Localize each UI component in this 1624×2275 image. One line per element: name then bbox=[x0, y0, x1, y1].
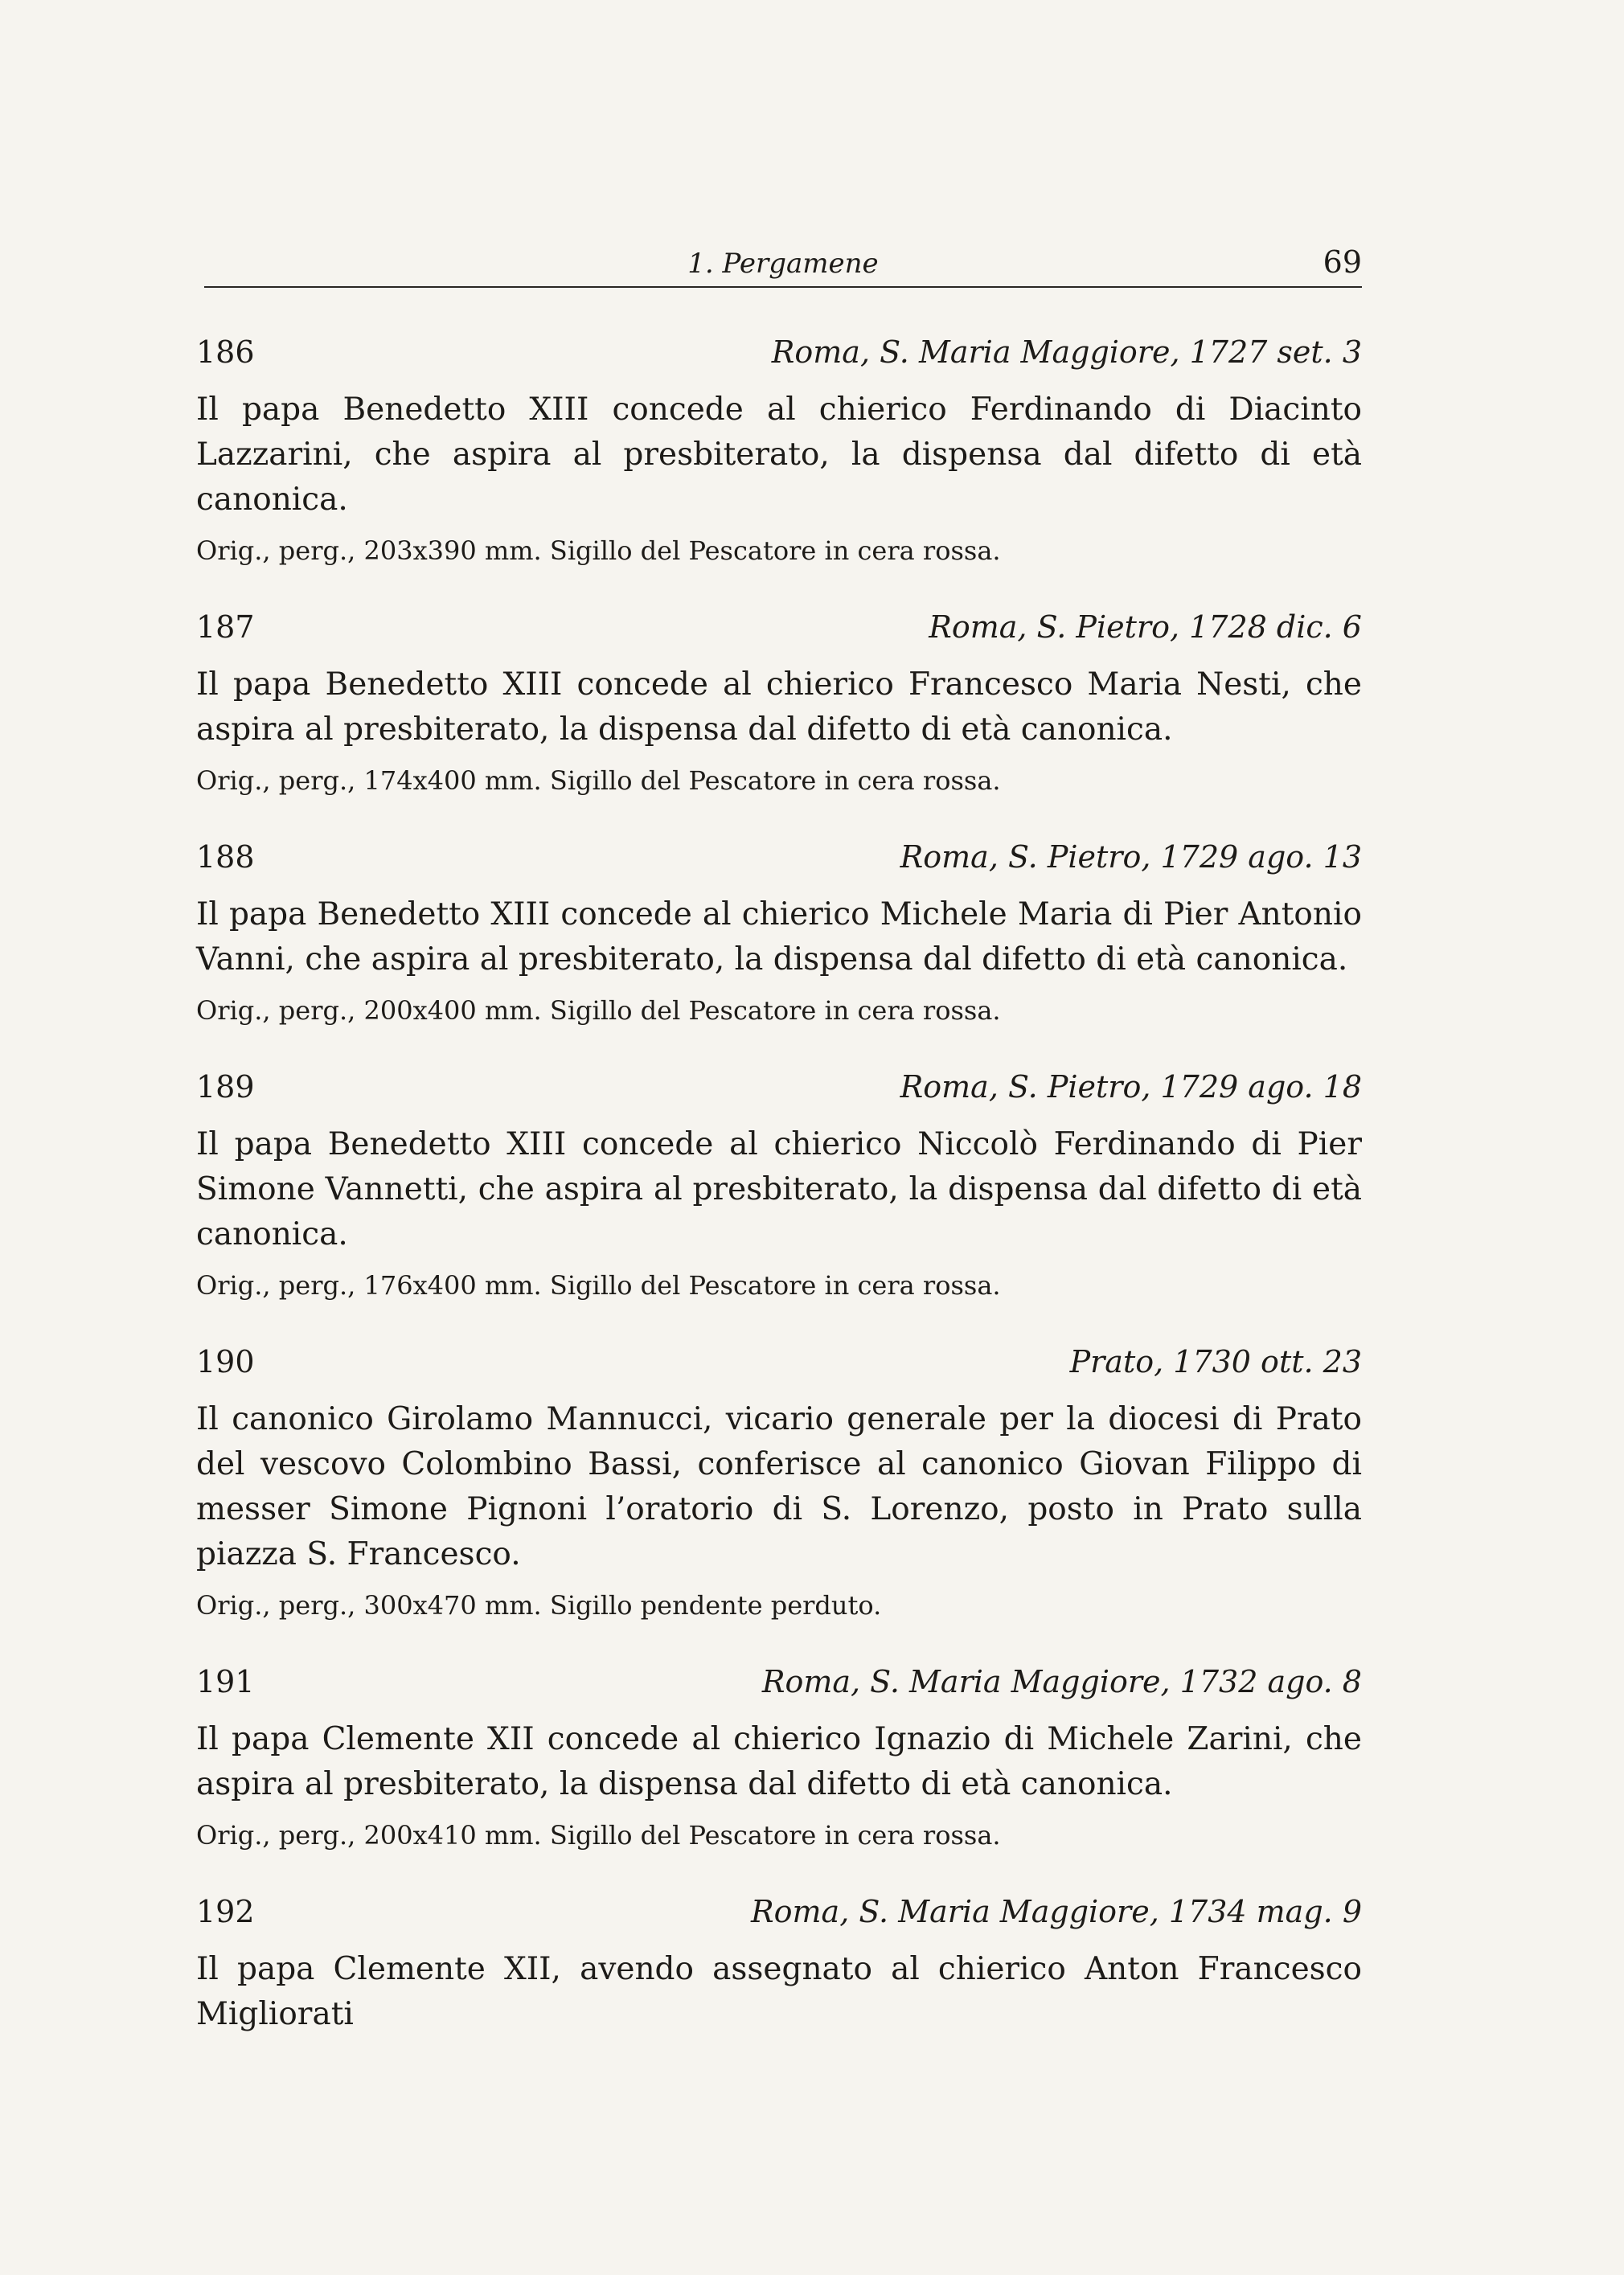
entry-number: 189 bbox=[196, 1069, 255, 1105]
entry-description: Orig., perg., 176x400 mm. Sigillo del Pescatore in cera rossa. bbox=[196, 1270, 1001, 1301]
entry-place-date: Roma, S. Maria Maggiore, 1734 mag. 9 bbox=[751, 1894, 1362, 1929]
entry-189 bbox=[196, 1064, 1362, 1304]
entry-187 bbox=[196, 605, 1362, 799]
entry-description: Orig., perg., 174x400 mm. Sigillo del Pescatore in cera rossa. bbox=[196, 765, 1001, 796]
entry-place-date: Roma, S. Maria Maggiore, 1732 ago. 8 bbox=[761, 1664, 1362, 1699]
entry-number: 186 bbox=[196, 334, 255, 370]
entry-head bbox=[196, 1659, 1362, 1707]
page-number: 69 bbox=[1323, 244, 1362, 280]
entry-186 bbox=[196, 330, 1362, 569]
entry-head bbox=[196, 330, 1362, 378]
entry-text: Il papa Benedetto XIII concede al chierico Niccolò Ferdinando di Pier Simone Vannetti, che aspira al presbiterato, la dispensa dal difetto di età canonica. bbox=[196, 1126, 1362, 1252]
entry-description: Orig., perg., 200x410 mm. Sigillo del Pescatore in cera rossa. bbox=[196, 1820, 1001, 1851]
entry-text: Il papa Benedetto XIII concede al chierico Francesco Maria Nesti, che aspira al presbiterato, la dispensa dal difetto di età canonica. bbox=[196, 666, 1362, 748]
entry-text: Il papa Benedetto XIII concede al chierico Michele Maria di Pier Antonio Vanni, che aspira al presbiterato, la dispensa dal difetto di età canonica. bbox=[196, 896, 1362, 978]
entry-place-date: Roma, S. Maria Maggiore, 1727 set. 3 bbox=[771, 334, 1362, 370]
entry-text: Il papa Clemente XII, avendo assegnato al chierico Anton Francesco Migliorati bbox=[196, 1951, 1362, 2032]
entry-description: Orig., perg., 203x390 mm. Sigillo del Pescatore in cera rossa. bbox=[196, 535, 1001, 566]
entry-text: Il canonico Girolamo Mannucci, vicario generale per la diocesi di Prato del vescovo Colombino Bassi, conferisce al canonico Giovan Filippo di messer Simone Pignoni l’oratorio di S. Lorenzo, posto in Prato sulla piazza S. Francesco. bbox=[196, 1401, 1362, 1572]
entry-191 bbox=[196, 1659, 1362, 1854]
entry-head bbox=[196, 1339, 1362, 1388]
entry-188 bbox=[196, 834, 1362, 1029]
entry-head bbox=[196, 605, 1362, 653]
entry-place-date: Roma, S. Pietro, 1729 ago. 13 bbox=[900, 839, 1362, 875]
entry-description: Orig., perg., 200x400 mm. Sigillo del Pescatore in cera rossa. bbox=[196, 995, 1001, 1026]
entry-number: 188 bbox=[196, 839, 255, 875]
entry-number: 190 bbox=[196, 1344, 255, 1379]
entry-head bbox=[196, 1889, 1362, 1937]
page-header bbox=[204, 241, 1362, 288]
entry-place-date: Roma, S. Pietro, 1729 ago. 18 bbox=[900, 1069, 1362, 1105]
entry-number: 191 bbox=[196, 1664, 255, 1699]
entry-head bbox=[196, 1064, 1362, 1113]
entry-place-date: Roma, S. Pietro, 1728 dic. 6 bbox=[929, 609, 1362, 645]
entry-head bbox=[196, 834, 1362, 883]
entry-192 bbox=[196, 1889, 1362, 2032]
entry-number: 192 bbox=[196, 1894, 255, 1929]
entry-text: Il papa Clemente XII concede al chierico Ignazio di Michele Zarini, che aspira al presbiterato, la dispensa dal difetto di età canonica. bbox=[196, 1721, 1362, 1802]
running-title: 1. Pergamene bbox=[687, 248, 879, 280]
entry-190 bbox=[196, 1339, 1362, 1624]
entry-place-date: Prato, 1730 ott. 23 bbox=[1069, 1344, 1362, 1379]
entries-list bbox=[196, 330, 1362, 2032]
entry-number: 187 bbox=[196, 609, 255, 645]
entry-description: Orig., perg., 300x470 mm. Sigillo pendente perduto. bbox=[196, 1590, 882, 1621]
entry-text: Il papa Benedetto XIII concede al chierico Ferdinando di Diacinto Lazzarini, che aspira al presbiterato, la dispensa dal difetto di età canonica. bbox=[196, 391, 1362, 518]
